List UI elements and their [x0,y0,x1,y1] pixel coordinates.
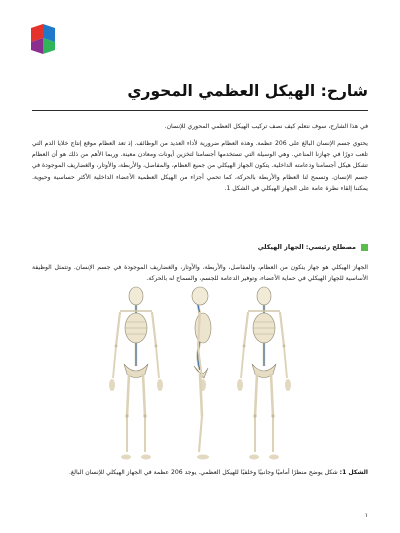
intro-paragraph: في هذا الشارح، سوف نتعلم كيف نصف تركيب الهيكل العظمي المحوري للإنسان. [164,123,368,130]
key-term-square-icon [361,244,368,251]
caption-label: الشكل 1: [339,469,368,476]
skeleton-side-view [192,287,211,460]
skeleton-back-view [237,287,291,460]
page-title: شارح: الهيكل العظمي المحوري [127,82,368,100]
nagwa-logo-icon[interactable] [28,24,58,54]
body-paragraph: يحتوي جسم الإنسان البالغ على 206 عظمة. وهذه العظام ضرورية لأداء العديد من الوظائف. إذ تعد العظام موقع إنتاج خلايا الدم التي تلعب دورًا في جهازنا المناعي. وهي الوسيلة التي تستخدمها أجسامنا لتخزين أيونات ومعادن معينة. وربما الأهم من ذلك هو أن العظام تشكل هيكل أجسامنا ودعامته الداخلية. يتكون الجهاز الهيكلي من جميع العظام، والمفاصل، والأربطة، والأوتار، والغضاريف الموجودة في جسم الإنسان. وتسمح لنا العظام والأربطة بالحركة، كما تحمي أجزاء من الهيكل العظمية الأعضاء الداخلية الأكثر حساسية وحيوية. يمكننا إلقاء نظرة عامة على الجهاز الهيكلي في الشكل 1. [32,140,369,192]
skeleton-figure [100,282,300,462]
key-term-label: مصطلح رئيسي: الجهاز الهيكلي [257,243,356,251]
title-divider [32,110,368,111]
definition-paragraph: الجهاز الهيكلي هو جهاز يتكون من العظام، والمفاصل، والأربطة، والأوتار، والغضاريف الموجودة في جسم الإنسان. وتتمثل الوظيفة الأساسية للجهاز الهيكلي في حماية الأعضاء، وتوفير الدعامة للجسم، والسماح له بالحركة. [32,264,368,283]
figure-caption [32,468,368,478]
page-number: ١ [364,512,368,519]
skeleton-front-view [109,287,163,460]
caption-text: شكل يوضح منظرًا أماميًا وجانبيًا وخلفيًا للهيكل العظمي. يوجد 206 عظمة في الجهاز الهيكلي للإنسان البالغ. [68,469,340,476]
key-term-heading [32,243,368,251]
